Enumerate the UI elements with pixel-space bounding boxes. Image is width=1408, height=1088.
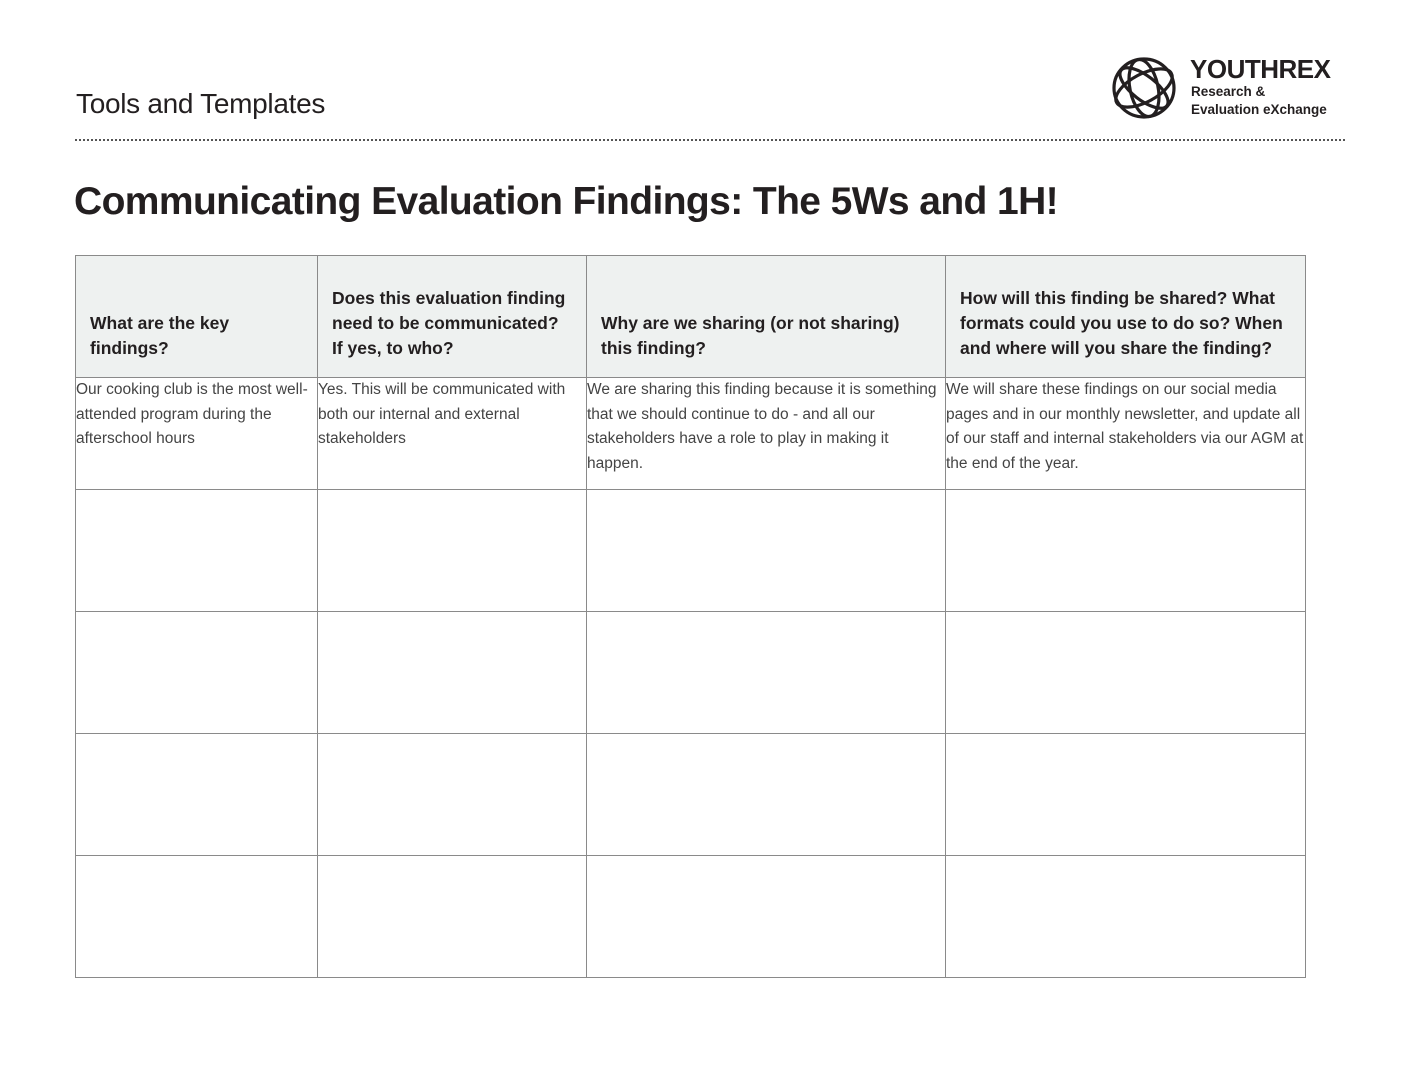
dotted-divider <box>75 139 1345 141</box>
page-title: Communicating Evaluation Findings: The 5Ws and 1H! <box>74 180 1059 223</box>
blank-cell[interactable] <box>318 734 587 856</box>
example-cell-why[interactable] <box>587 378 946 490</box>
blank-cell[interactable] <box>946 612 1306 734</box>
column-header-communicate-to-who: Does this evaluation finding need to be communicated? If yes, to who? <box>318 256 587 378</box>
section-label: Tools and Templates <box>76 88 326 119</box>
example-cell-communicate[interactable] <box>318 378 587 490</box>
blank-row <box>76 734 1306 856</box>
globe-orbit-logo-icon <box>1106 52 1182 124</box>
blank-row <box>76 490 1306 612</box>
example-text: We will share these findings on our social media pages and in our monthly newsletter, and update all of our staff and internal stakeholders via our AGM at the end of the year. <box>946 381 1304 472</box>
youthrex-logo <box>1106 52 1346 124</box>
column-header-key-findings: What are the key findings? <box>76 256 318 378</box>
blank-cell[interactable] <box>76 612 318 734</box>
blank-row <box>76 612 1306 734</box>
blank-cell[interactable] <box>76 856 318 978</box>
blank-cell[interactable] <box>946 734 1306 856</box>
logo-tagline-line1: Research & <box>1191 84 1266 99</box>
logo-tagline-line2: Evaluation eXchange <box>1191 102 1327 117</box>
blank-cell[interactable] <box>318 856 587 978</box>
blank-cell[interactable] <box>587 734 946 856</box>
column-header-how-shared: How will this finding be shared? What formats could you use to do so? When and where will you share the finding? <box>946 256 1306 378</box>
blank-cell[interactable] <box>946 856 1306 978</box>
blank-cell[interactable] <box>587 856 946 978</box>
example-text: We are sharing this finding because it is something that we should continue to do - and all our stakeholders have a role to play in making it happen. <box>587 381 937 472</box>
blank-cell[interactable] <box>587 490 946 612</box>
blank-cell[interactable] <box>76 490 318 612</box>
blank-cell[interactable] <box>76 734 318 856</box>
example-cell-how[interactable] <box>946 378 1306 490</box>
header-row <box>76 256 1306 378</box>
blank-cell[interactable] <box>318 612 587 734</box>
blank-cell[interactable] <box>946 490 1306 612</box>
example-row <box>76 378 1306 490</box>
blank-cell[interactable] <box>587 612 946 734</box>
example-cell-key-finding[interactable] <box>76 378 318 490</box>
column-header-why-sharing: Why are we sharing (or not sharing) this finding? <box>587 256 946 378</box>
logo-name: YOUTHREX <box>1190 54 1331 84</box>
findings-table <box>75 255 1306 978</box>
example-text: Our cooking club is the most well-attended program during the afterschool hours <box>76 381 308 447</box>
blank-cell[interactable] <box>318 490 587 612</box>
example-text: Yes. This will be communicated with both our internal and external stakeholders <box>318 381 566 447</box>
blank-row <box>76 856 1306 978</box>
